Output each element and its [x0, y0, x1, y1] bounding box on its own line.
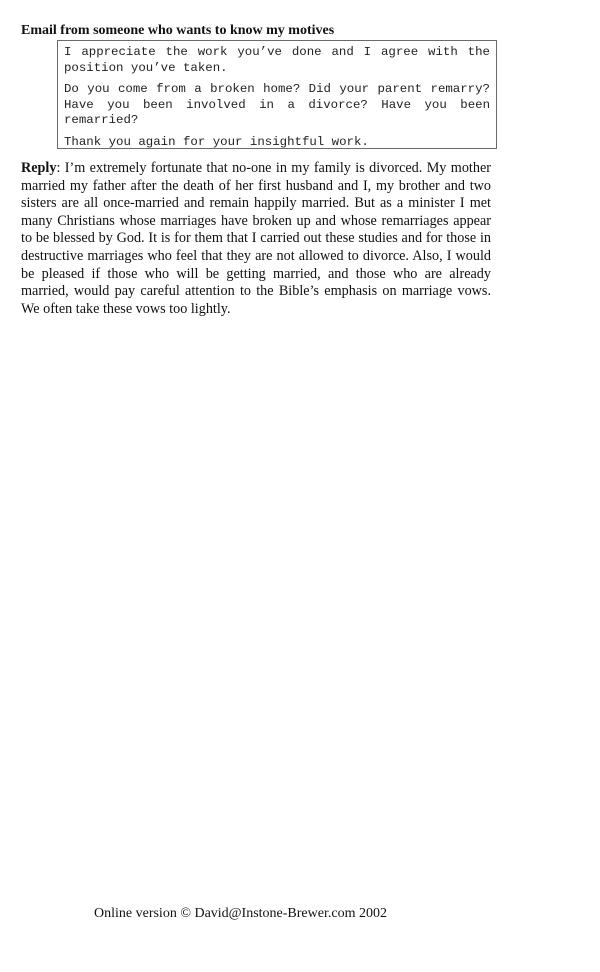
- email-paragraph: I appreciate the work you’ve done and I agree with the position you’ve taken.: [64, 45, 490, 75]
- email-paragraph: Do you come from a broken home? Did your parent remarry? Have you been involved in a divorce? Have you been remarried?: [64, 82, 490, 127]
- email-quote-box: [57, 40, 497, 149]
- reply-text: : I’m extremely fortunate that no-one in my family is divorced. My mother married my father after the death of her first husband and I, my brother and two sisters are all once-married and remain happily married. But as a minister I met many Christians whose marriages have broken up and whose remarriages appear to be blessed by God. It is for them that I carried out these studies and for those in destructive marriages who feel that they are not allowed to divorce. Also, I would be pleased if those who will be getting married, and those who are already married, would pay careful attention to the Bible’s emphasis on marriage vows. We often take these vows too lightly.: [21, 160, 491, 317]
- page-footer: Online version © David@Instone-Brewer.com 2002: [94, 906, 387, 921]
- email-paragraph: Thank you again for your insightful work.: [64, 134, 369, 149]
- email-heading: Email from someone who wants to know my motives: [21, 23, 335, 38]
- reply-paragraph: [21, 160, 491, 318]
- reply-label: Reply: [21, 160, 57, 176]
